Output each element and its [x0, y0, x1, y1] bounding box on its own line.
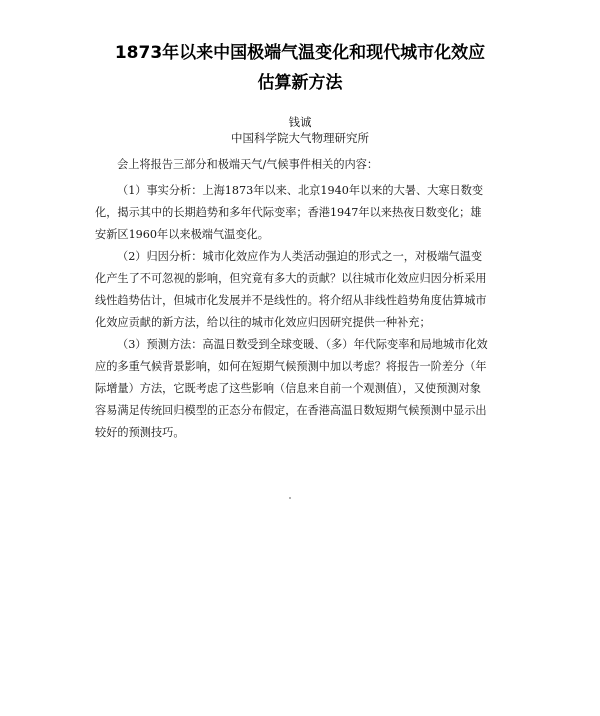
title-line-1: 1873年以来中国极端气温变化和现代城市化效应	[114, 43, 486, 63]
paragraph-prediction	[95, 334, 507, 444]
title-line-2: 估算新方法	[257, 73, 343, 93]
paragraph-line: 安新区1960年以来极端气温变化。	[95, 228, 269, 241]
paragraph-line: 际增量）方法，它既考虑了这些影响（信息来自前一个观测值），又使预测对象	[95, 382, 481, 395]
author-name: 钱诚	[288, 115, 312, 129]
paragraph-fact-analysis	[95, 180, 507, 246]
paragraph-line: （3）预测方法：高温日数受到全球变暖、（多）年代际变率和局地城市化效	[117, 338, 488, 351]
paragraph-line: 应的多重气候背景影响，如何在短期气候预测中加以考虑？将报告一阶差分（年	[95, 360, 487, 373]
paragraph-line: 会上将报告三部分和极端天气/气候事件相关的内容：	[117, 158, 379, 171]
scan-speck	[289, 497, 291, 499]
paragraph-line: 较好的预测技巧。	[95, 426, 185, 439]
paragraph-line: 化产生了不可忽视的影响，但究竟有多大的贡献？以往城市化效应归因分析采用	[95, 272, 487, 285]
paragraph-line: 化效应贡献的新方法，给以往的城市化效应归因研究提供一种补充；	[95, 316, 431, 329]
paragraph-attribution	[95, 246, 507, 334]
paragraph-line: 容易满足传统回归模型的正态分布假定，在香港高温日数短期气候预测中显示出	[95, 404, 487, 417]
intro-paragraph	[95, 154, 507, 176]
paragraph-line: 化，揭示其中的长期趋势和多年代际变率；香港1947年以来热夜日数变化；雄	[95, 206, 482, 219]
paragraph-line: （1）事实分析：上海1873年以来、北京1940年以来的大暑、大寒日数变	[117, 184, 484, 197]
paragraph-line: 线性趋势估计，但城市化发展并不是线性的。将介绍从非线性趋势角度估算城市	[95, 294, 487, 307]
paragraph-line: （2）归因分析：城市化效应作为人类活动强迫的形式之一，对极端气温变	[117, 250, 483, 263]
author-affiliation: 中国科学院大气物理研究所	[231, 131, 369, 145]
